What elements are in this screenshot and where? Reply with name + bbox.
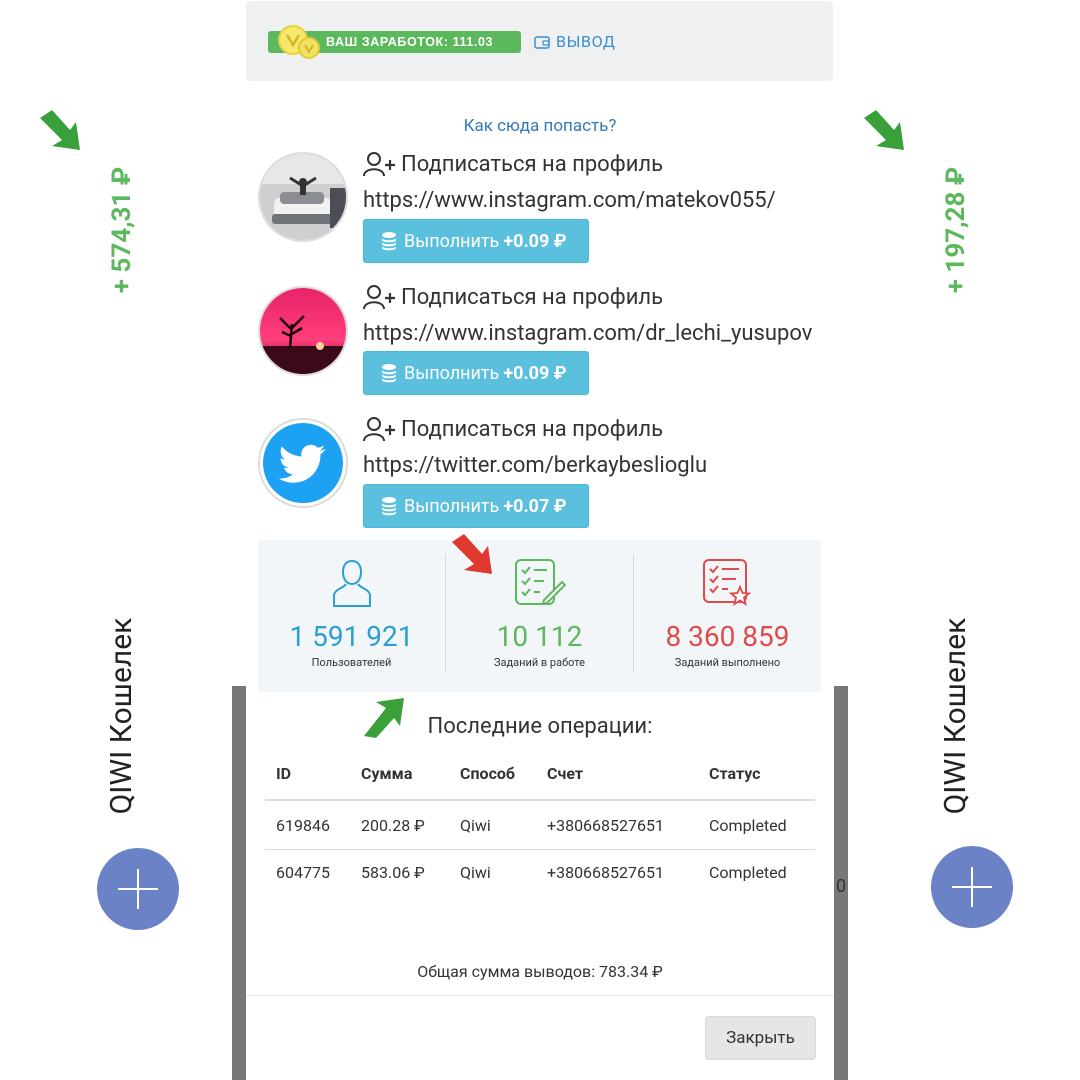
complete-task-label: Выполнить — [404, 495, 500, 517]
stats-panel — [258, 540, 821, 692]
earnings-label: ВАШ ЗАРАБОТОК: 111.03 — [326, 35, 494, 49]
column-header-status: Статус — [709, 764, 761, 783]
stat-users-label: Пользователей — [311, 656, 392, 669]
add-wallet-button[interactable] — [931, 846, 1013, 928]
task-title — [363, 416, 663, 442]
user-plus-icon — [363, 151, 397, 177]
checklist-edit-icon — [514, 558, 566, 608]
operations-modal — [246, 692, 834, 1080]
coins-icon — [378, 496, 400, 516]
cell-method: Qiwi — [460, 863, 491, 882]
plus-icon — [116, 867, 160, 911]
task-url[interactable]: https://twitter.com/berkaybeslioglu — [363, 453, 708, 478]
cell-amount: 583.06 ₽ — [361, 863, 425, 882]
task-title — [363, 284, 663, 310]
task-title-text: Подписаться на профиль — [401, 284, 664, 310]
left-wallet-label: QIWI Кошелек — [104, 617, 139, 815]
complete-task-label: Выполнить — [404, 230, 500, 252]
modal-footer-divider — [246, 995, 834, 996]
twitter-logo-icon — [260, 420, 346, 506]
sunset-tree-photo-icon — [260, 288, 346, 374]
right-wallet-label: QIWI Кошелек — [938, 617, 973, 815]
green-arrow-icon — [860, 108, 908, 154]
stat-in-progress-value: 10 112 — [496, 620, 583, 653]
red-arrow-icon — [448, 532, 496, 578]
left-amount: + 574,31 ₽ — [107, 166, 137, 294]
profile-avatar — [258, 152, 348, 242]
user-icon — [332, 558, 372, 610]
withdraw-label: ВЫВОД — [556, 32, 616, 51]
stat-completed-value: 8 360 859 — [665, 620, 790, 653]
stray-text: 0 — [836, 876, 847, 897]
stat-in-progress-label: Заданий в работе — [493, 656, 586, 669]
task-reward: +0.07 ₽ — [503, 495, 567, 517]
modal-title: Последние операции: — [427, 714, 653, 739]
plus-icon — [950, 865, 994, 909]
cell-status: Completed — [709, 816, 787, 835]
task-title — [363, 151, 663, 177]
complete-task-button[interactable] — [363, 219, 589, 263]
howto-link[interactable]: Как сюда попасть? — [463, 116, 617, 136]
green-arrow-icon — [36, 108, 84, 154]
task-reward: +0.09 ₽ — [503, 230, 567, 252]
task-reward: +0.09 ₽ — [503, 362, 567, 384]
cell-account: +380668527651 — [547, 816, 664, 835]
profile-avatar — [258, 418, 348, 508]
cell-id: 619846 — [276, 816, 330, 835]
cell-method: Qiwi — [460, 816, 491, 835]
complete-task-button[interactable] — [363, 351, 589, 395]
coins-icon — [378, 363, 400, 383]
stat-users-value: 1 591 921 — [289, 620, 414, 653]
row-divider — [265, 849, 815, 850]
coin-icon-secondary — [298, 37, 320, 59]
user-plus-icon — [363, 416, 397, 442]
complete-task-button[interactable] — [363, 484, 589, 528]
close-button[interactable]: Закрыть — [705, 1016, 816, 1060]
cell-amount: 200.28 ₽ — [361, 816, 425, 835]
withdrawals-total: Общая сумма выводов: 783.34 ₽ — [417, 962, 663, 981]
stat-users — [258, 540, 445, 692]
stat-completed-label: Заданий выполнено — [674, 656, 781, 669]
checklist-star-icon — [702, 558, 754, 608]
green-arrow-icon — [360, 696, 408, 740]
cell-status: Completed — [709, 863, 787, 882]
coins-icon — [378, 231, 400, 251]
profile-avatar — [258, 286, 348, 376]
stat-completed — [634, 540, 821, 692]
table-header-divider — [265, 799, 815, 801]
withdraw-link[interactable] — [534, 31, 616, 53]
column-header-account: Счет — [547, 764, 584, 783]
column-header-method: Способ — [460, 764, 516, 783]
wallet-icon — [534, 35, 550, 49]
task-title-text: Подписаться на профиль — [401, 416, 664, 442]
column-header-amount: Сумма — [361, 764, 413, 783]
car-photo-icon — [260, 154, 346, 240]
complete-task-label: Выполнить — [404, 362, 500, 384]
column-header-id: ID — [276, 764, 292, 783]
cell-account: +380668527651 — [547, 863, 664, 882]
cell-id: 604775 — [276, 863, 330, 882]
header-bar — [246, 1, 833, 81]
add-wallet-button[interactable] — [97, 848, 179, 930]
task-url[interactable]: https://www.instagram.com/matekov055/ — [363, 188, 776, 213]
modal-backdrop-left — [232, 686, 246, 1080]
task-title-text: Подписаться на профиль — [401, 151, 664, 177]
user-plus-icon — [363, 284, 397, 310]
task-url[interactable]: https://www.instagram.com/dr_lechi_yusupov — [363, 321, 813, 346]
right-amount: + 197,28 ₽ — [941, 166, 971, 294]
